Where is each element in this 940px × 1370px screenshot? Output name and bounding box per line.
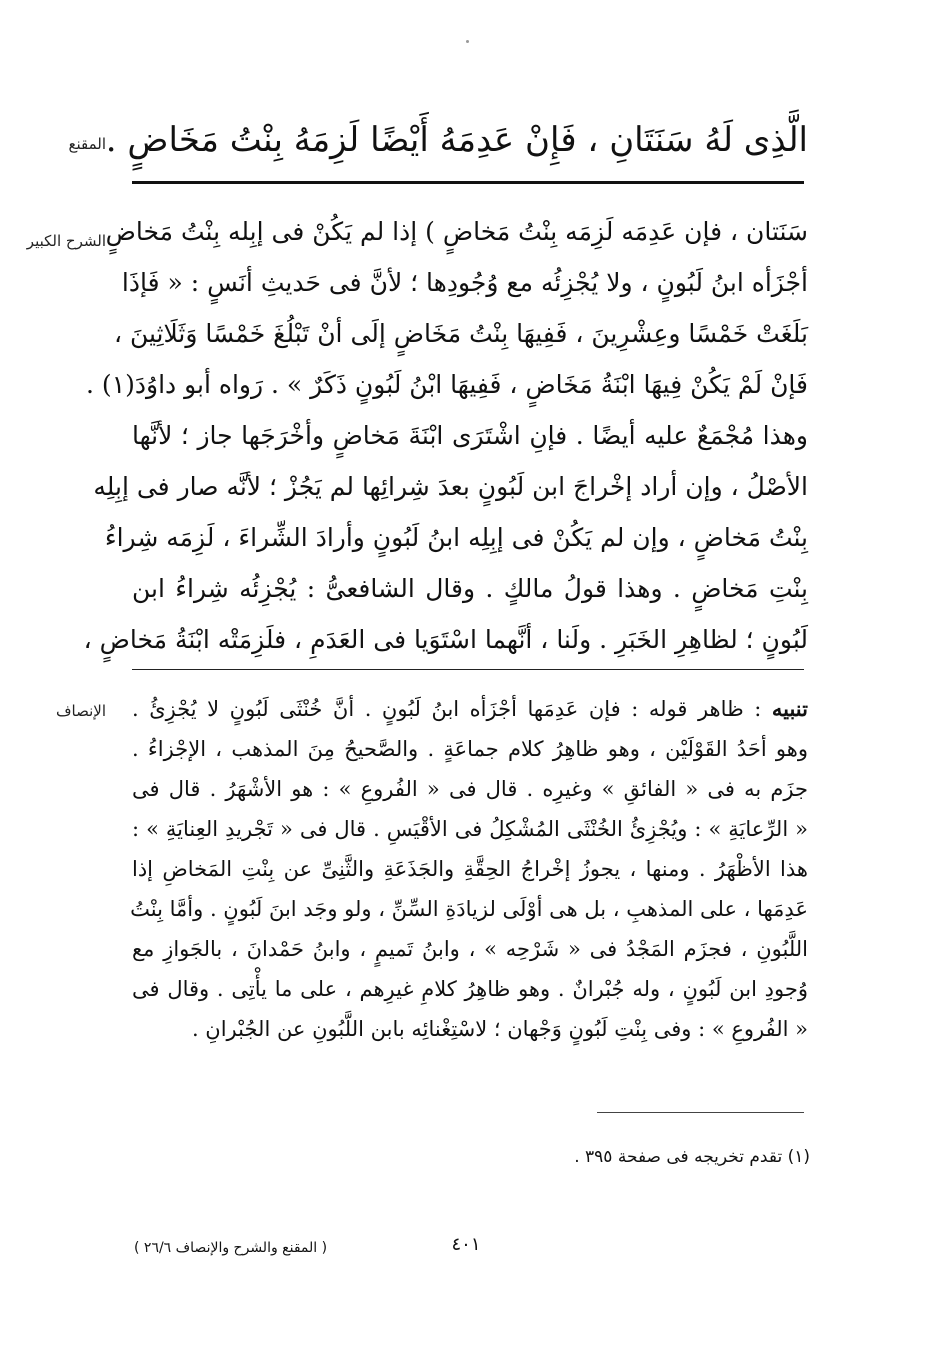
insaf-line-first-rest: : ظاهر قوله : فإن عَدِمَها أجْزَأه ابنُ لَبُونٍ . أنَّ خُنْثَى لَبُونٍ لا يُجْزِئُ . xyxy=(132,697,762,721)
matn-text xyxy=(105,110,808,170)
insaf-line: جزَم به فى « الفائقِ » وغيرِه . قال فى « الفُروعِ » : هو الأشْهَرُ . قال فى xyxy=(132,777,808,801)
sharh-line: الأصْلُ ، وإن أراد إخْراجَ ابن لَبُونٍ بعدَ شِرائِها لم يَجُزْ ؛ لأنَّه صار فى إبِلِه xyxy=(93,472,808,501)
label-sharh: الشرح الكبير xyxy=(26,232,106,250)
scan-speck xyxy=(466,40,469,43)
sharh-line: لَبُونٍ ؛ لظاهِرِ الخَبَرِ . ولَنا ، أنَّهما اسْتَوَيا فى العَدَمِ ، فلَزِمَتْه ابْنَةُ مَخاضٍ ، xyxy=(83,625,808,654)
sharh-line: وهذا مُجْمَعٌ عليه أيضًا . فإنِ اشْتَرَى ابْنَةَ مَخاضٍ وأخْرَجَها جاز ؛ لأنَّها xyxy=(132,421,808,450)
section-divider-thin xyxy=(132,669,804,670)
page-number: ٤٠١ xyxy=(451,1234,481,1255)
sharh-line: أجْزَأه ابنُ لَبُونٍ ، ولا يُجْزِئُه مع وُجُودِها ؛ لأنَّ فى حَديثِ أنَسٍ : « فَإذَا xyxy=(121,268,808,297)
sharh-line: بِنْتِ مَخاضٍ . وهذا قولُ مالكٍ . وقال الشافعىُّ : يُجْزِئُه شِراءُ ابن xyxy=(132,574,808,603)
section-divider-thick xyxy=(132,181,804,184)
insaf-line: هذا الأظْهَرُ . ومنها ، يجوزُ إخْراجُ الحِقَّةِ والجَذَعَةِ والثَّنِىِّ عن بِنْتِ المَخاضِ إذا xyxy=(132,857,808,881)
sharh-line: بَلَغَتْ خَمْسًا وعِشْرِينَ ، فَفِيهَا بِنْتُ مَخَاضٍ إلَى أنْ تَبْلُغَ خَمْسًا وَثَلَاثِينَ ، xyxy=(113,319,808,348)
insaf-line: وهو أحَدُ القَوْلَيْن ، وهو ظاهِرُ كلام جماعَةٍ . والصَّحيحُ مِنَ المذهب ، الإجْزاءُ . xyxy=(132,737,808,761)
label-insaf: الإنصاف xyxy=(55,702,106,720)
sharh-line: فَإنْ لَمْ يَكُنْ فِيهَا ابْنَةُ مَخَاضٍ ، فَفِيهَا ابْنُ لَبُونٍ ذَكَرٌ » . رَواه أبو داوُدَ(١) . xyxy=(86,370,808,399)
footnote: (١) تقدم تخريجه فى صفحة ٣٩٥ . xyxy=(574,1147,810,1167)
insaf-line: « الرِّعايَةِ » : ويُجْزِئُ الخُنْثَى المُشْكِلُ فى الأقْيَسِ . قال فى « تَجْريدِ العِنايَةِ » : xyxy=(132,817,808,841)
label-muqni: المقنع xyxy=(68,135,106,153)
sharh-line: سَنَتان ، فإن عَدِمَه لَزِمَه بِنْتُ مَخاضٍ ) إذا لم يَكُنْ فى إبِله بِنْتُ مَخاضٍ xyxy=(105,217,808,246)
insaf-line: عَدِمَها ، على المذهبِ ، بل هى أوْلَى لزيادَةِ السِّنِّ ، ولو وجَد ابنَ لَبُونٍ . وأمَّا بِنْتُ xyxy=(130,897,808,921)
volume-reference: ( المقنع والشرح والإنصاف ٢٦/٦ ) xyxy=(134,1240,328,1256)
insaf-line: وُجودِ ابن لَبُونٍ ، وله جُبْرانٌ . وهو ظاهِرُ كلامِ غيرِهم ، على ما يأْتِى . وقال فى xyxy=(132,977,808,1001)
insaf-text xyxy=(132,689,808,1049)
insaf-line: اللَّبُونِ ، فجزَم المَجْدُ فى « شَرْحِه » ، وابنُ تَميمٍ ، وابنُ حَمْدانَ ، بالجَوازِ مع xyxy=(132,937,808,961)
footnote-divider xyxy=(597,1112,804,1113)
insaf-lead-word: تنبيه xyxy=(771,696,808,721)
sharh-line: بِنْتُ مَخاضٍ ، وإن لم يَكُنْ فى إبِلِه ابنُ لَبُونٍ وأرادَ الشِّراءَ ، لَزِمَه شِراءُ xyxy=(104,523,808,552)
matn-line: الَّذِى لَهُ سَنَتَانِ ، فَإِنْ عَدِمَهُ أَيْضًا لَزِمَهُ بِنْتُ مَخَاضٍ . xyxy=(105,120,808,160)
sharh-text xyxy=(83,206,808,665)
insaf-line: « الفُروعِ » : وفى بِنْتِ لَبُونٍ وَجْهان ؛ لاسْتِغْنائِه بابن اللَّبُونِ عن الجُبْرانِ . xyxy=(191,1017,808,1041)
insaf-line-first xyxy=(132,689,808,729)
